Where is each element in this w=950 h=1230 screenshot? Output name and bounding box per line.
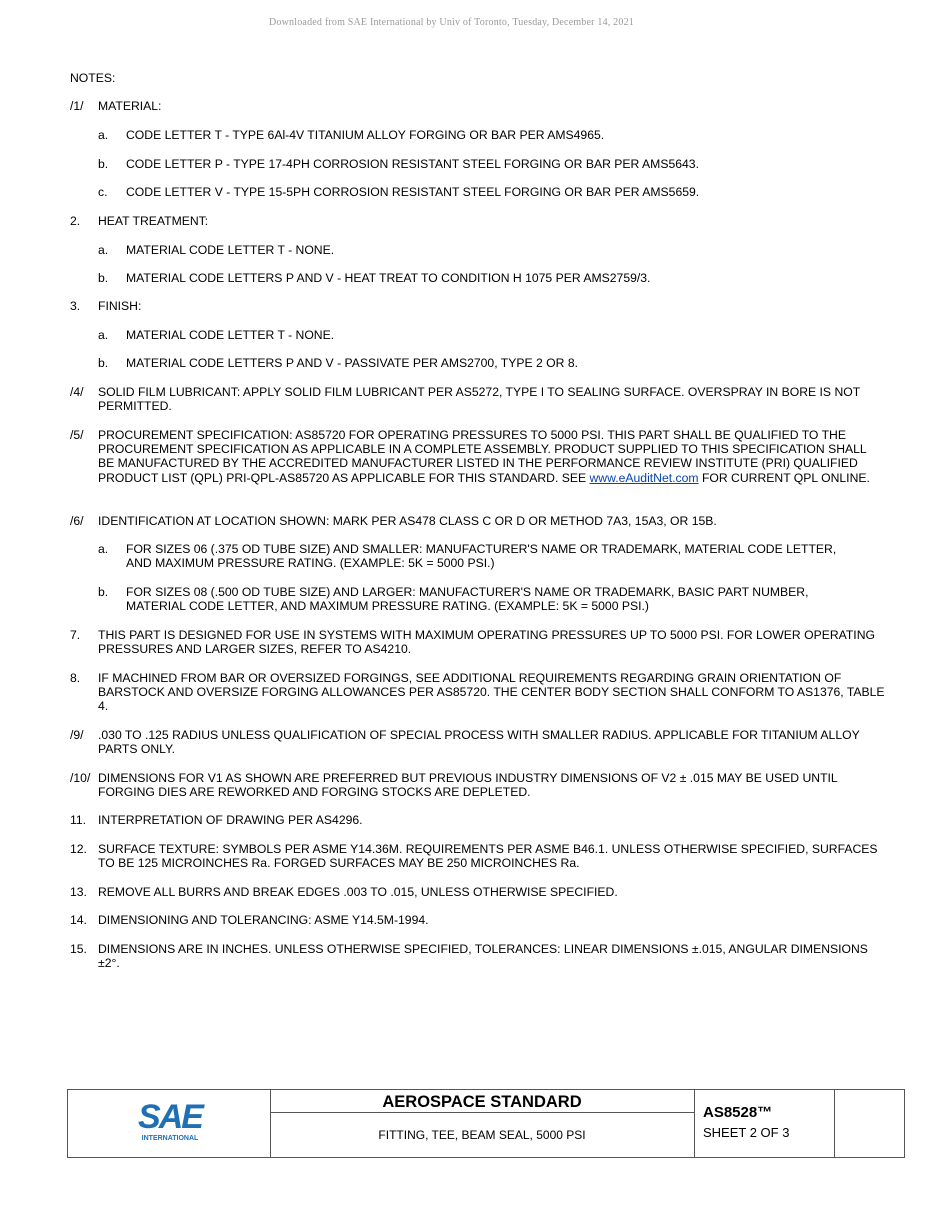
note-number: /10/ <box>70 771 91 785</box>
note-text: REMOVE ALL BURRS AND BREAK EDGES .003 TO .015, UNLESS OTHERWISE SPECIFIED. <box>98 885 618 899</box>
note-number: /9/ <box>70 728 84 742</box>
download-watermark: Downloaded from SAE International by Univ of Toronto, Tuesday, December 14, 2021 <box>269 17 634 28</box>
note-number: 12. <box>70 842 87 856</box>
note-14 <box>70 913 885 927</box>
note-2a <box>98 243 858 257</box>
note-text: IDENTIFICATION AT LOCATION SHOWN: MARK PER AS478 CLASS C OR D OR METHOD 7A3, 15A3, OR 15B. <box>98 514 717 528</box>
sae-logo-text: SAE <box>138 1098 202 1136</box>
sae-logo-icon <box>134 1098 206 1144</box>
subnote-letter: b. <box>98 157 109 171</box>
subnote-letter: a. <box>98 542 109 556</box>
note-number: /4/ <box>70 385 84 399</box>
note-text: FINISH: <box>98 299 142 313</box>
notes-title: NOTES: <box>70 71 116 85</box>
note-number: 3. <box>70 299 81 313</box>
note-text-body: PROCUREMENT SPECIFICATION: AS85720 FOR OPERATING PRESSURES TO 5000 PSI. THIS PART SHALL BE QUALIFIED TO THE PROCUREMENT SPECIFICATION AS APPLICABLE IN A COMPLETE ASSEMBLY. PRODUCT SUPPLIED TO THIS SPECIFICATION SHALL BE MANUFACTURED BY THE ACCREDITED MANUFACTURER LISTED IN THE PERFORMANCE REVIEW INSTITUTE (PRI) QUALIFIED PRODUCT LIST (QPL) PRI-QPL-AS85720 AS APPLICABLE FOR THIS STANDARD. SEE <box>98 428 867 485</box>
subnote-letter: a. <box>98 128 109 142</box>
note-number: 15. <box>70 942 87 956</box>
sheet-number: SHEET 2 OF 3 <box>703 1125 790 1140</box>
note-1a <box>98 128 858 142</box>
subnote-letter: c. <box>98 185 108 199</box>
note-text: INTERPRETATION OF DRAWING PER AS4296. <box>98 813 363 827</box>
title-block <box>67 1089 905 1158</box>
note-10 <box>70 771 885 799</box>
note-12 <box>70 842 885 870</box>
subnote-text: CODE LETTER T - TYPE 6Al-4V TITANIUM ALLOY FORGING OR BAR PER AMS4965. <box>126 128 605 142</box>
note-3a <box>98 328 858 342</box>
document-number: AS8528™ <box>703 1104 773 1121</box>
note-number: 8. <box>70 671 81 685</box>
note-9 <box>70 728 885 756</box>
subnote-text: FOR SIZES 06 (.375 OD TUBE SIZE) AND SMALLER: MANUFACTURER'S NAME OR TRADEMARK, MATERIAL CODE LETTER, AND MAXIMUM PRESSURE RATING. (EXAMPLE: 5K = 5000 PSI.) <box>126 542 837 571</box>
note-6a <box>98 542 858 570</box>
note-text: DIMENSIONS ARE IN INCHES. UNLESS OTHERWISE SPECIFIED, TOLERANCES: LINEAR DIMENSIONS ±.015, ANGULAR DIMENSIONS ±2°. <box>98 942 868 971</box>
subnote-letter: b. <box>98 271 109 285</box>
note-text: SURFACE TEXTURE: SYMBOLS PER ASME Y14.36M. REQUIREMENTS PER ASME B46.1. UNLESS OTHERWISE SPECIFIED, SURFACES TO BE 125 MICROINCHES Ra. FORGED SURFACES MAY BE 250 MICROINCHES Ra. <box>98 842 878 871</box>
note-15 <box>70 942 885 970</box>
note-number: /6/ <box>70 514 84 528</box>
eauditnet-link[interactable]: www.eAuditNet.com <box>589 470 699 485</box>
note-11 <box>70 813 885 827</box>
note-number: /5/ <box>70 428 84 442</box>
standard-type: AEROSPACE STANDARD <box>270 1090 694 1113</box>
note-text: HEAT TREATMENT: <box>98 214 209 228</box>
note-7 <box>70 628 885 656</box>
subnote-text: CODE LETTER P - TYPE 17-4PH CORROSION RESISTANT STEEL FORGING OR BAR PER AMS5643. <box>126 157 699 171</box>
note-text: MATERIAL: <box>98 99 162 113</box>
title-block-title-cell <box>270 1090 695 1157</box>
note-6b <box>98 585 858 613</box>
note-number: 13. <box>70 885 87 899</box>
note-text: .030 TO .125 RADIUS UNLESS QUALIFICATION OF SPECIAL PROCESS WITH SMALLER RADIUS. APPLICABLE FOR TITANIUM ALLOY PARTS ONLY. <box>98 728 860 757</box>
note-number: /1/ <box>70 99 84 113</box>
note-8 <box>70 671 885 714</box>
note-text: DIMENSIONING AND TOLERANCING: ASME Y14.5M-1994. <box>98 913 429 927</box>
note-1 <box>70 99 885 113</box>
note-2 <box>70 214 885 228</box>
subnote-text: MATERIAL CODE LETTERS P AND V - HEAT TREAT TO CONDITION H 1075 PER AMS2759/3. <box>126 271 651 285</box>
note-1c <box>98 185 858 199</box>
subnote-text: MATERIAL CODE LETTER T - NONE. <box>126 328 335 342</box>
subnote-letter: b. <box>98 585 109 599</box>
note-text: SOLID FILM LUBRICANT: APPLY SOLID FILM LUBRICANT PER AS5272, TYPE I TO SEALING SURFACE. OVERSPRAY IN BORE IS NOT PERMITTED. <box>98 385 860 414</box>
note-text: DIMENSIONS FOR V1 AS SHOWN ARE PREFERRED BUT PREVIOUS INDUSTRY DIMENSIONS OF V2 ± .015 MAY BE USED UNTIL FORGING DIES ARE REWORKED AND FORGING STOCKS ARE DEPLETED. <box>98 771 838 800</box>
note-1b <box>98 157 858 171</box>
note-text <box>98 428 885 485</box>
subnote-text: FOR SIZES 08 (.500 OD TUBE SIZE) AND LARGER: MANUFACTURER'S NAME OR TRADEMARK, BASIC PART NUMBER, MATERIAL CODE LETTER, AND MAXIMUM PRESSURE RATING. (EXAMPLE: 5K = 5000 PSI.) <box>126 585 809 614</box>
subnote-letter: a. <box>98 328 109 342</box>
note-4 <box>70 385 885 413</box>
note-number: 7. <box>70 628 81 642</box>
subnote-text: MATERIAL CODE LETTERS P AND V - PASSIVATE PER AMS2700, TYPE 2 OR 8. <box>126 356 578 370</box>
note-6 <box>70 514 885 528</box>
note-13 <box>70 885 885 899</box>
note-text-tail: FOR CURRENT QPL ONLINE. <box>698 470 870 485</box>
note-3 <box>70 299 885 313</box>
note-3b <box>98 356 858 370</box>
note-number: 11. <box>70 813 87 827</box>
subnote-text: MATERIAL CODE LETTER T - NONE. <box>126 243 335 257</box>
note-number: 14. <box>70 913 87 927</box>
note-5 <box>70 428 885 485</box>
subnote-letter: a. <box>98 243 109 257</box>
logo-divider-gap <box>123 1158 215 1159</box>
note-number: 2. <box>70 214 81 228</box>
title-block-logo-cell <box>68 1090 271 1157</box>
note-text: THIS PART IS DESIGNED FOR USE IN SYSTEMS WITH MAXIMUM OPERATING PRESSURES UP TO 5000 PSI. FOR LOWER OPERATING PRESSURES AND LARGER SIZES, REFER TO AS4210. <box>98 628 875 657</box>
subnote-letter: b. <box>98 356 109 370</box>
sae-logo-subtext: INTERNATIONAL <box>141 1135 199 1142</box>
part-title: FITTING, TEE, BEAM SEAL, 5000 PSI <box>378 1128 586 1142</box>
note-2b <box>98 271 858 285</box>
subnote-text: CODE LETTER V - TYPE 15-5PH CORROSION RESISTANT STEEL FORGING OR BAR PER AMS5659. <box>126 185 700 199</box>
title-block-doc-cell <box>694 1090 835 1157</box>
note-text: IF MACHINED FROM BAR OR OVERSIZED FORGINGS, SEE ADDITIONAL REQUIREMENTS REGARDING GRAIN ORIENTATION OF BARSTOCK AND OVERSIZE FORGING ALLOWANCES PER AS85720. THE CENTER BODY SECTION SHALL CONFORM TO AS1376, TABLE 4. <box>98 671 885 714</box>
